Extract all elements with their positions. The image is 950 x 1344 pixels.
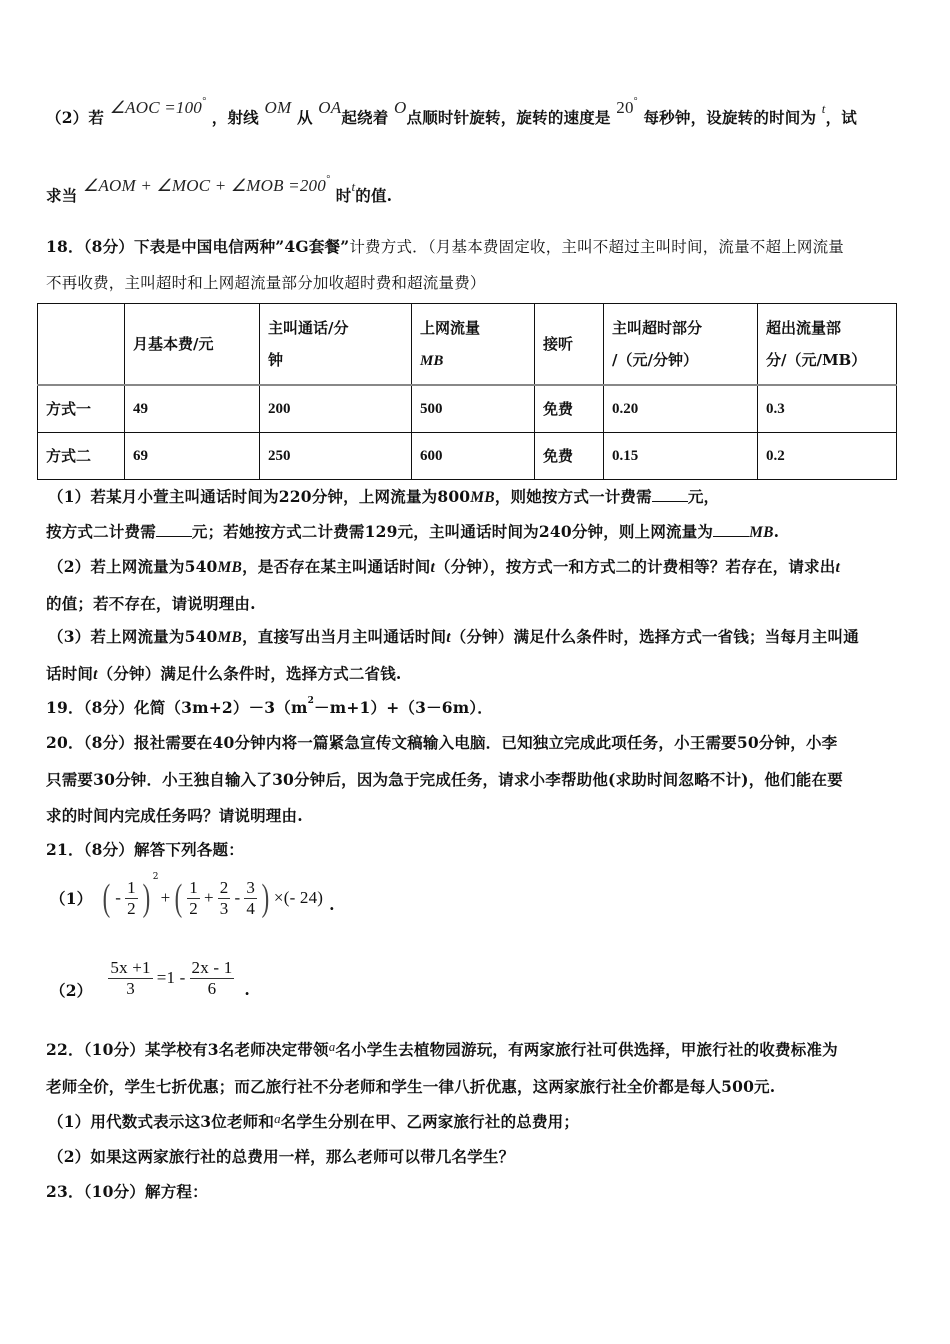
table-cell: 方式二 [38,433,125,480]
unit-mb: MB [217,559,243,576]
fee-table [37,303,897,480]
table-cell: 500 [412,385,535,433]
fraction: $\frac{1}{2}$ [127,877,136,918]
question-heading: 21．（8分）解答下列各题： [46,840,244,859]
table-header-cell: 主叫通话/分 钟 [260,304,412,386]
q19 [46,696,493,718]
text: （分钟），按方式一和方式二的计费相等？若存在，请求出 [435,557,836,576]
text: 按方式二计费需 [46,522,156,541]
text: 求当 [46,186,78,205]
table-cell: 69 [125,433,260,480]
text: 元， [687,487,720,506]
fraction: $\frac{3}{4}$ [246,877,256,918]
text: 不再收费，主叫超时和上网超流量部分加收超时费和超流量费） [46,274,486,292]
math-o: O [394,98,407,117]
period: . [244,979,251,999]
text: （1）若某月小萱主叫通话时间为220分钟，上网流量为800 [48,487,471,506]
text: （分钟）满足什么条件时，选择方式二省钱. [97,664,402,683]
text: 名学生分别在甲、乙两家旅行社的总费用； [280,1112,580,1131]
text: ，射线 [211,108,259,127]
q18-part2-line2 [46,592,256,614]
table-header-row [38,304,897,386]
text: －m+1）+（3－6m）． [314,698,494,717]
text: 22．（10分）某学校有3名老师决定带领 [46,1040,329,1059]
q21-part2 [50,952,250,1004]
math-t: t [430,559,435,576]
text: 话时间 [46,664,94,683]
text: 的值. [355,186,393,205]
part-label: （1） [50,889,93,908]
table-cell: 49 [125,385,260,433]
text: . [773,522,780,541]
table-row [38,385,897,433]
q20-line1 [46,731,837,753]
table-header-cell: 上网流量 MB [412,304,535,386]
fraction: $\frac{2x - 1}{6}$ [191,957,233,998]
unit-mb: MB [749,524,774,541]
table-header-cell: 接听 [535,304,604,386]
text: 求的时间内完成任务吗？请说明理由. [46,806,303,825]
text: 元；若她按方式二计费需129元，主叫通话时间为240分钟，则上网流量为 [191,522,714,541]
table-cell: 600 [412,433,535,480]
math-om: OM [264,98,292,117]
math-t: t [835,559,840,576]
q18-title-line1 [46,235,844,257]
table-header-cell: 月基本费/元 [125,304,260,386]
q22-part2 [48,1145,514,1167]
right-paren: ) [261,877,270,919]
q17-part2-line1 [46,96,857,128]
text: （1）用代数式表示这3位老师和 [48,1112,275,1131]
answer-blank[interactable] [156,524,192,537]
text: 名小学生去植物园游玩，有两家旅行社可供选择，甲旅行社的收费标准为 [335,1040,838,1059]
math-t: t [351,179,356,194]
superscript: 2 [307,696,315,706]
answer-blank[interactable] [652,489,688,502]
table-cell: 方式一 [38,385,125,433]
q22-line2 [46,1075,775,1097]
text: （3）若上网流量为540 [48,627,218,646]
text: ，是否存在某主叫通话时间 [242,557,431,576]
text: 从 [296,108,313,127]
table-row [38,433,897,480]
question-heading: 23．（10分）解方程： [46,1182,208,1201]
fraction: $\frac{5x +1}{3}$ [110,957,151,998]
math-a: a [274,1111,281,1126]
text: （2）若上网流量为540 [48,557,218,576]
exponent: 2 [152,872,159,882]
operator: + [160,888,171,907]
q18-part2-line1 [48,555,840,577]
table-cell: 250 [260,433,412,480]
table-cell: 0.15 [604,433,758,480]
q21-title [46,838,244,860]
text: 时 [335,186,352,205]
text: 计费方式．（月基本费固定收，主叫不超过主叫时间，流量不超上网流量 [349,238,845,256]
text: 老师全价，学生七折优惠；而乙旅行社不分老师和学生一律八折优惠，这两家旅行社全价都是每人500元. [46,1077,776,1096]
angle-sum-expr: ∠AOM + ∠MOC + ∠MOB =200° [83,174,331,195]
text: 起绕着 [341,108,389,127]
math-a: a [328,1039,336,1054]
q18-part1-line2 [46,520,779,542]
math-t: t [446,629,451,646]
table-cell: 0.20 [604,385,758,433]
fraction: $\frac{1}{2}$ [189,877,198,918]
text: 19．（8分）化简（3m+2）－3（m [46,698,308,717]
part-label: （2） [50,981,93,1000]
period: . [329,894,335,914]
table-cell: 0.2 [758,433,897,480]
q18-part1-line1 [48,485,719,507]
operator: - [115,888,122,907]
table-cell: 200 [260,385,412,433]
math-t: t [93,666,98,683]
left-paren: ( [102,877,111,919]
answer-blank[interactable] [713,524,749,537]
text: 每秒钟，设旋转的时间为 [643,108,817,127]
text: 20．（8分）报社需要在40分钟内将一篇紧急宣传文稿输入电脑．已知独立完成此项任务，小王需要50分钟，小李 [46,733,838,752]
left-paren: ( [174,877,183,919]
text: 点顺时针旋转，旋转的速度是 [406,108,611,127]
text: 只需要30分钟．小王独自输入了30分钟后，因为急于完成任务，请求小李帮助他(求助时间忽略不计)，他们能在要 [46,770,843,789]
table-cell: 免费 [535,385,604,433]
q18-part3-line1 [48,625,859,647]
q20-line3 [46,804,303,826]
operator: ×(- 24) [273,888,324,907]
operator: =1 - [156,968,186,987]
text: ，则她按方式一计费需 [494,487,652,506]
q18-part3-line2 [46,662,402,684]
q17-part2-line2 [46,174,393,206]
angle-aoc-expr: ∠AOC =100° [109,96,207,117]
q23-title [46,1180,208,1202]
q22-part1 [48,1110,579,1132]
right-paren: ) [142,877,151,919]
q18-title-line2 [46,271,486,293]
unit-mb: MB [217,629,243,646]
table-header-cell: 超出流量部 分/（元/MB） [758,304,897,386]
q20-line2 [46,768,843,790]
q21-part1 [50,870,335,926]
table-header-cell [38,304,125,386]
text: ，试 [825,108,857,127]
text: （2）如果这两家旅行社的总费用一样，那么老师可以带几名学生？ [48,1147,515,1166]
table-cell: 0.3 [758,385,897,433]
operator: + [203,888,214,907]
fraction: $\frac{2}{3}$ [219,877,229,918]
operator: - [234,888,241,907]
text: ，直接写出当月主叫通话时间 [242,627,447,646]
text: （2）若 [46,108,105,127]
q22-line1 [46,1038,838,1060]
table-header-cell: 主叫超时部分 /（元/分钟） [604,304,758,386]
text: 的值；若不存在，请说明理由. [46,594,256,613]
math-oa: OA [318,98,342,117]
unit-mb: MB [470,489,495,506]
speed-value: 20° [616,96,638,117]
question-heading: 18．（8分）下表是中国电信两种”4G套餐” [46,237,350,256]
table-cell: 免费 [535,433,604,480]
math-t: t [821,101,826,116]
text: （分钟）满足什么条件时，选择方式一省钱；当每月主叫通 [450,627,859,646]
